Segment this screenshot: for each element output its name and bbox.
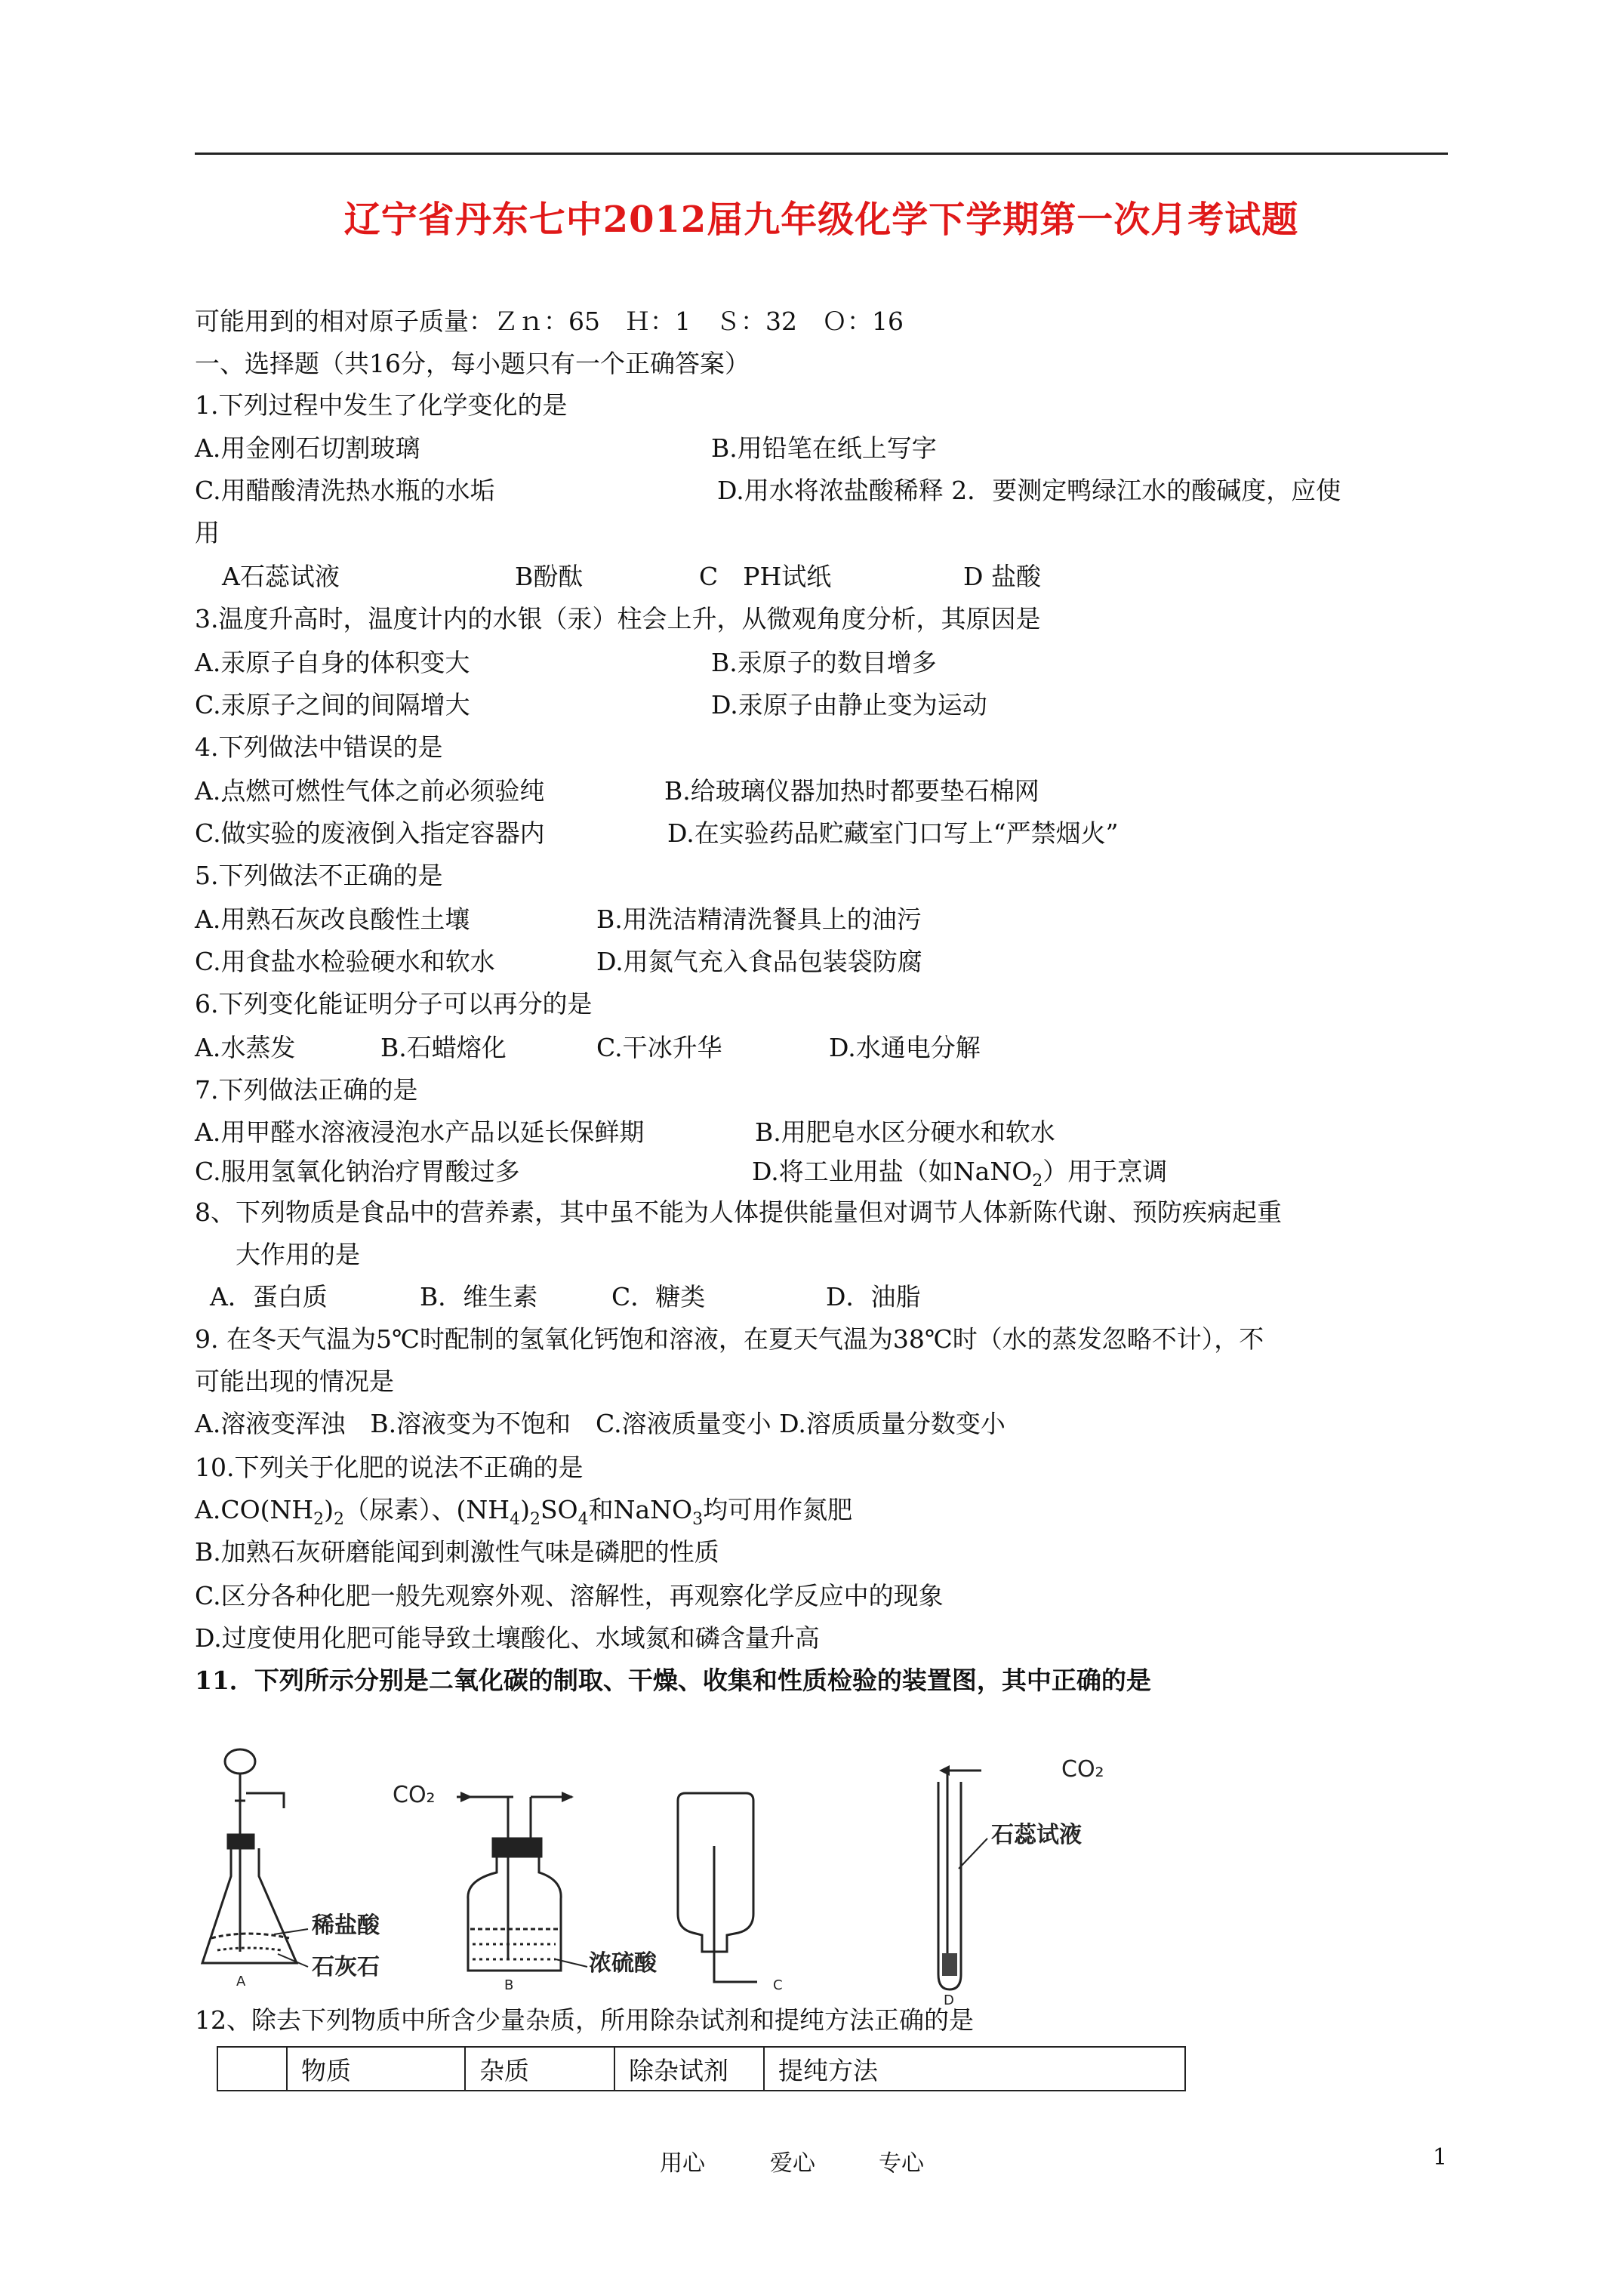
table-header-cell: 杂质: [465, 2047, 614, 2091]
q4-option-a: A.点燃可燃性气体之前必须验纯: [195, 776, 545, 806]
q2-option-c: C PH试纸: [699, 562, 832, 591]
table-header-cell: 提纯方法: [764, 2047, 1185, 2091]
q1-option-a: A.用金刚石切割玻璃: [195, 433, 420, 463]
q6-stem: 6.下列变化能证明分子可以再分的是: [195, 989, 593, 1019]
q1-option-b: B.用铅笔在纸上写字: [711, 433, 937, 463]
q8-stem: 8、下列物质是食品中的营养素，其中虽不能为人体提供能量但对调节人体新陈代谢、预防疾病起重: [195, 1197, 1282, 1227]
q4-option-b: B.给玻璃仪器加热时都要垫石棉网: [664, 776, 1039, 806]
litmus-label: 石蕊试液: [991, 1822, 1082, 1848]
apparatus-d-test-tube: [938, 1771, 987, 1989]
label-b: B: [504, 1977, 514, 1993]
q3-stem: 3.温度升高时，温度计内的水银（汞）柱会上升，从微观角度分析，其原因是: [195, 604, 1041, 633]
q4-option-d: D.在实验药品贮藏室门口写上“严禁烟火”: [667, 818, 1119, 848]
footer-motto-3: 专心: [879, 2150, 924, 2177]
q3-option-b: B.汞原子的数目增多: [711, 648, 937, 677]
q9-stem: 9. 在冬天气温为5℃时配制的氢氧化钙饱和溶液，在夏天气温为38℃时（水的蒸发忽略不计），不: [195, 1324, 1264, 1354]
co2-label-b: CO₂: [393, 1782, 436, 1808]
q10-option-b: B.加熟石灰研磨能闻到刺激性气味是磷肥的性质: [195, 1537, 719, 1567]
apparatus-a-flask: [202, 1749, 308, 1967]
q9-stem-continuation: 可能出现的情况是: [195, 1367, 394, 1396]
q3-option-c: C.汞原子之间的间隔增大: [195, 690, 470, 720]
q6-option-a: A.水蒸发: [195, 1033, 296, 1062]
q2-option-b: B酚酞: [515, 562, 584, 591]
label-d: D: [944, 1992, 954, 2008]
atomic-masses-line: 可能用到的相对原子质量：Ｚｎ：65 Ｈ：1 Ｓ：32 Ｏ：16: [195, 307, 904, 336]
q5-option-b: B.用洗洁精清洗餐具上的油污: [596, 905, 922, 934]
q7-option-b: B.用肥皂水区分硬水和软水: [755, 1117, 1055, 1147]
q4-option-c: C.做实验的废液倒入指定容器内: [195, 818, 545, 848]
q1-option-c: C.用醋酸清洗热水瓶的水垢: [195, 476, 495, 505]
table-header-cell: 物质: [287, 2047, 465, 2091]
section-one-heading: 一、选择题（共16分，每小题只有一个正确答案）: [195, 349, 750, 378]
q7-option-c: C.服用氢氧化钠治疗胃酸过多: [195, 1157, 520, 1186]
q6-option-b: B.石蜡熔化: [380, 1033, 507, 1062]
q8-option-a: A．蛋白质: [210, 1282, 328, 1311]
q11-stem: 11．下列所示分别是二氧化碳的制取、干燥、收集和性质检验的装置图，其中正确的是: [195, 1666, 1151, 1695]
label-a: A: [236, 1974, 246, 1989]
conc-h2so4-label: 浓硫酸: [589, 1950, 657, 1977]
q1-stem: 1.下列过程中发生了化学变化的是: [195, 390, 568, 420]
apparatus-b-washing-bottle: [457, 1797, 587, 1971]
q5-option-d: D.用氮气充入食品包装袋防腐: [596, 947, 922, 976]
exam-title: 辽宁省丹东七中2012届九年级化学下学期第一次月考试题: [343, 199, 1299, 241]
q8-option-c: C．糖类: [611, 1282, 706, 1311]
q7-stem: 7.下列做法正确的是: [195, 1075, 418, 1105]
dilute-hcl-label: 稀盐酸: [312, 1912, 380, 1939]
q2-stem-continuation: 用: [195, 518, 220, 547]
q9-options: A.溶液变浑浊 B.溶液变为不饱和 C.溶液质量变小 D.溶质质量分数变小: [195, 1409, 1006, 1438]
q7-option-d: D.将工业用盐（如NaNO$_2$）用于烹调: [752, 1157, 1168, 1191]
label-c: C: [773, 1977, 783, 1993]
q4-stem: 4.下列做法中错误的是: [195, 732, 443, 762]
footer-motto-1: 用心: [660, 2150, 705, 2177]
limestone-label: 石灰石: [312, 1954, 380, 1980]
q10-option-c: C.区分各种化肥一般先观察外观、溶解性，再观察化学反应中的现象: [195, 1581, 944, 1610]
q5-option-c: C.用食盐水检验硬水和软水: [195, 947, 495, 976]
q6-option-d: D.水通电分解: [829, 1033, 981, 1062]
header-rule: [195, 153, 1448, 155]
footer-motto-2: 爱心: [770, 2150, 815, 2177]
q10-option-d: D.过度使用化肥可能导致土壤酸化、水域氮和磷含量升高: [195, 1623, 820, 1653]
table-header-cell: [217, 2047, 287, 2091]
q8-option-d: D．油脂: [826, 1282, 921, 1311]
co2-apparatus-figure: [195, 1740, 1116, 2008]
q1-option-d: D.用水将浓盐酸稀释 2．要测定鸭绿江水的酸碱度，应使: [717, 476, 1341, 505]
q5-stem: 5.下列做法不正确的是: [195, 861, 443, 890]
apparatus-c-gas-jar: [678, 1793, 757, 1982]
q8-stem-continuation: 大作用的是: [236, 1240, 360, 1269]
q3-option-a: A.汞原子自身的体积变大: [195, 648, 470, 677]
q10-option-a: $A.CO(NH_2)_2$（尿素）、$(NH_4)_2SO_4$和NaNO$_3$均可用作氮肥: [195, 1495, 853, 1529]
q2-option-a: A石蕊试液: [222, 562, 340, 591]
impurity-table: [217, 2046, 1186, 2091]
q10-stem: 10.下列关于化肥的说法不正确的是: [195, 1453, 584, 1482]
co2-label-d: CO₂: [1061, 1756, 1104, 1783]
page-number: 1: [1433, 2144, 1448, 2171]
q3-option-d: D.汞原子由静止变为运动: [711, 690, 987, 720]
q7-option-a: A.用甲醛水溶液浸泡水产品以延长保鲜期: [195, 1117, 645, 1147]
q8-option-b: B．维生素: [420, 1282, 538, 1311]
q2-option-d: D 盐酸: [963, 562, 1041, 591]
q12-stem: 12、除去下列物质中所含少量杂质，所用除杂试剂和提纯方法正确的是: [195, 2005, 974, 2035]
apparatus-diagram: [195, 1740, 1116, 2008]
table-header-row: [217, 2047, 1185, 2091]
table-header-cell: 除杂试剂: [614, 2047, 764, 2091]
q6-option-c: C.干冰升华: [596, 1033, 722, 1062]
q5-option-a: A.用熟石灰改良酸性土壤: [195, 905, 470, 934]
